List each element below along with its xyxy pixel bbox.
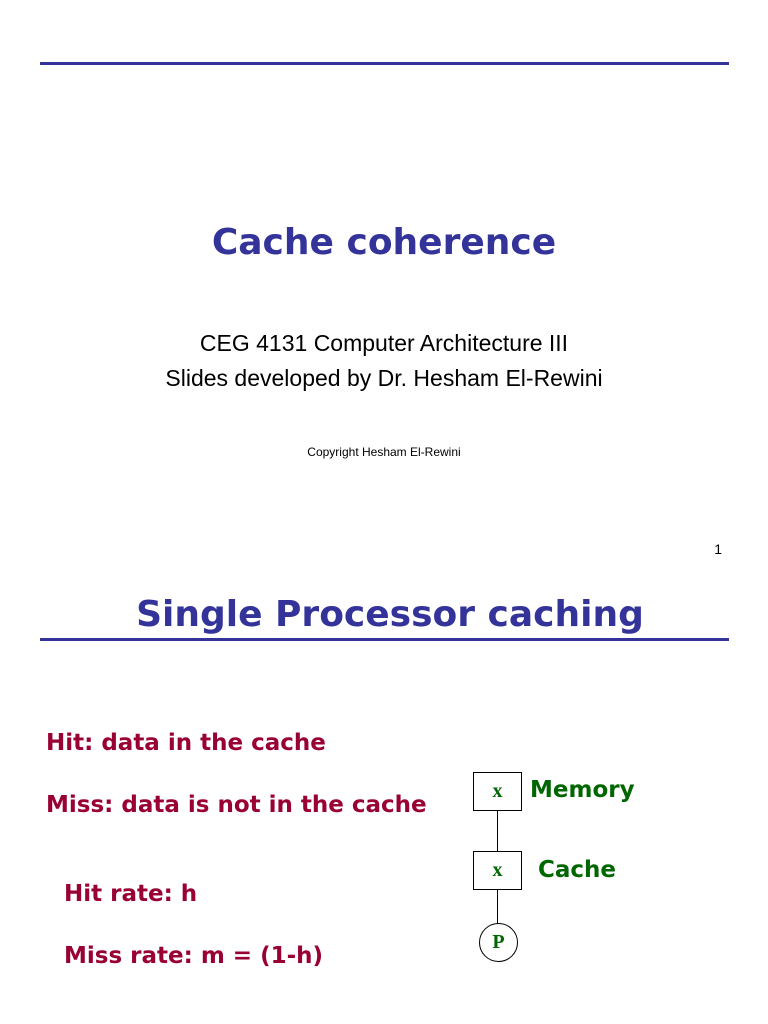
cache-label: Cache: [538, 857, 617, 883]
hit-definition: Hit: data in the cache: [46, 730, 326, 756]
author-line: Slides developed by Dr. Hesham El-Rewini: [165, 365, 603, 391]
slide2-title: Single Processor caching: [136, 594, 644, 635]
title-rule: [40, 638, 729, 641]
memory-label: Memory: [530, 777, 635, 803]
cache-box: x: [473, 851, 522, 890]
slide1-title: Cache coherence: [211, 222, 557, 263]
hit-rate: Hit rate: h: [64, 881, 198, 907]
miss-rate: Miss rate: m = (1-h): [64, 943, 324, 969]
memory-box: x: [473, 772, 522, 811]
processor-node: P: [479, 923, 518, 962]
memory-cache-connector: [497, 811, 498, 851]
page-number: 1: [714, 541, 722, 557]
top-rule: [40, 62, 729, 65]
course-name: CEG 4131 Computer Architecture III: [199, 330, 569, 356]
miss-definition: Miss: data is not in the cache: [46, 792, 427, 818]
copyright-note: Copyright Hesham El-Rewini: [307, 445, 461, 459]
cache-processor-connector: [497, 890, 498, 924]
